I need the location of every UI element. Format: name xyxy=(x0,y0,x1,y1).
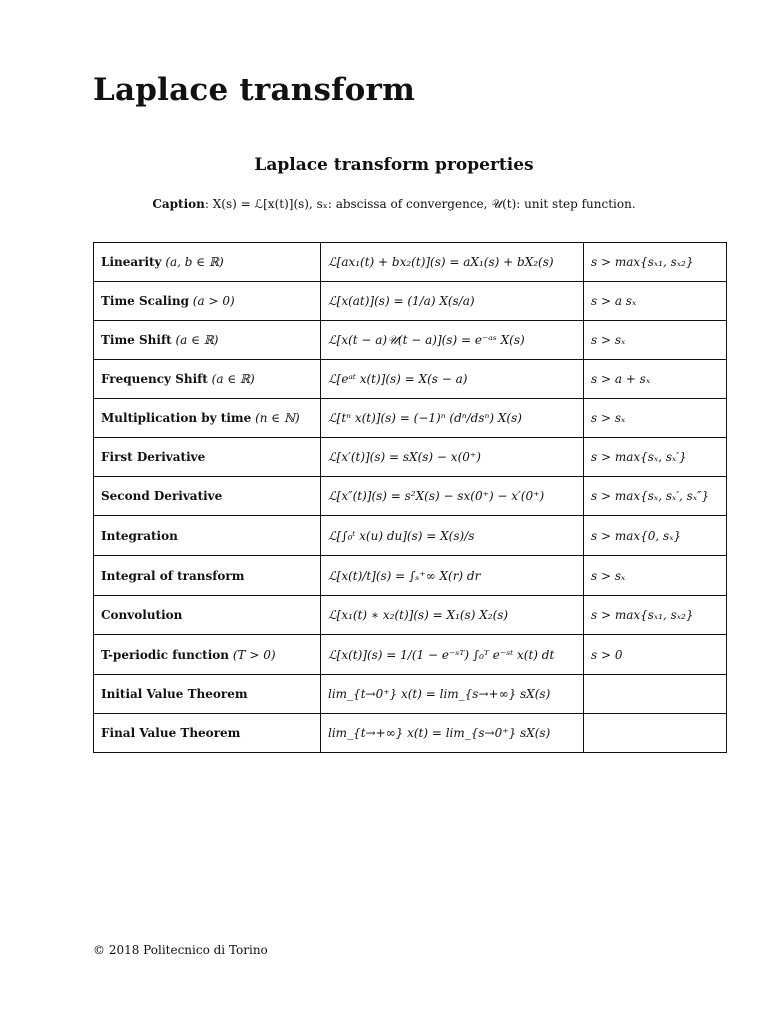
property-name: Time Shift xyxy=(101,333,172,347)
convergence-cell: s > max{0, sₓ} xyxy=(584,516,727,556)
property-cell xyxy=(94,321,321,360)
property-condition: (a ∈ ℝ) xyxy=(171,333,219,347)
property-cell xyxy=(94,438,321,477)
convergence-cell: s > 0 xyxy=(584,635,727,675)
property-name: Convolution xyxy=(101,608,183,622)
table-row xyxy=(94,596,727,635)
property-condition: (a, b ∈ ℝ) xyxy=(161,255,224,269)
property-name: T-periodic function xyxy=(101,647,230,662)
table-row xyxy=(94,516,727,556)
table-row xyxy=(94,321,727,360)
table-row xyxy=(94,556,727,596)
property-condition: (a ∈ ℝ) xyxy=(207,372,255,386)
property-name: First Derivative xyxy=(101,450,206,464)
table-row xyxy=(94,438,727,477)
property-cell xyxy=(94,243,321,282)
formula-cell: ℒ[x(t)/t](s) = ∫ₛ⁺∞ X(r) dr xyxy=(321,556,584,596)
page-title: Laplace transform xyxy=(93,72,416,108)
formula-cell: ℒ[tⁿ x(t)](s) = (−1)ⁿ (dⁿ/dsⁿ) X(s) xyxy=(321,399,584,438)
property-cell xyxy=(94,360,321,399)
section-title: Laplace transform properties xyxy=(254,155,534,175)
formula-cell: ℒ[ax₁(t) + bx₂(t)](s) = aX₁(s) + bX₂(s) xyxy=(321,243,584,282)
property-cell xyxy=(94,516,321,556)
formula-cell: ℒ[x₁(t) ∗ x₂(t)](s) = X₁(s) X₂(s) xyxy=(321,596,584,635)
formula-cell: lim_{t→+∞} x(t) = lim_{s→0⁺} sX(s) xyxy=(321,714,584,753)
table-row xyxy=(94,243,727,282)
table-row xyxy=(94,675,727,714)
table-row xyxy=(94,714,727,753)
properties-table xyxy=(93,242,727,753)
property-cell xyxy=(94,675,321,714)
convergence-cell xyxy=(584,714,727,753)
property-cell xyxy=(94,596,321,635)
convergence-cell: s > sₓ xyxy=(584,321,727,360)
convergence-cell: s > max{sₓ₁, sₓ₂} xyxy=(584,596,727,635)
property-name: Multiplication by time xyxy=(101,411,252,425)
caption-text: : X(s) = ℒ[x(t)](s), sₓ: abscissa of convergence, 𝒰(t): unit step function. xyxy=(204,197,636,211)
caption-label: Caption xyxy=(152,197,205,211)
formula-cell: lim_{t→0⁺} x(t) = lim_{s→+∞} sX(s) xyxy=(321,675,584,714)
property-cell xyxy=(94,714,321,753)
property-cell xyxy=(94,477,321,516)
table-row xyxy=(94,282,727,321)
property-name: Linearity xyxy=(101,255,162,269)
property-name: Time Scaling xyxy=(101,294,189,308)
property-name: Final Value Theorem xyxy=(101,726,241,740)
property-cell xyxy=(94,556,321,596)
formula-cell: ℒ[x′(t)](s) = sX(s) − x(0⁺) xyxy=(321,438,584,477)
convergence-cell: s > a sₓ xyxy=(584,282,727,321)
formula-cell: ℒ[x(t)](s) = 1/(1 − e⁻ˢᵀ) ∫₀ᵀ e⁻ˢᵗ x(t) dt xyxy=(321,635,584,675)
formula-cell: ℒ[x″(t)](s) = s²X(s) − sx(0⁺) − x′(0⁺) xyxy=(321,477,584,516)
convergence-cell: s > a + sₓ xyxy=(584,360,727,399)
caption xyxy=(0,197,768,212)
property-cell xyxy=(94,635,321,675)
convergence-cell xyxy=(584,675,727,714)
table-row xyxy=(94,477,727,516)
formula-cell: ℒ[eᵃᵗ x(t)](s) = X(s − a) xyxy=(321,360,584,399)
property-condition: (T > 0) xyxy=(229,647,276,662)
footer-copyright: © 2018 Politecnico di Torino xyxy=(93,943,268,957)
property-cell xyxy=(94,399,321,438)
property-condition: (a > 0) xyxy=(188,294,235,308)
property-name: Initial Value Theorem xyxy=(101,687,248,701)
convergence-cell: s > max{sₓ, sₓ′} xyxy=(584,438,727,477)
formula-cell: ℒ[x(t − a)𝒰(t − a)](s) = e⁻ᵃˢ X(s) xyxy=(321,321,584,360)
property-name: Second Derivative xyxy=(101,489,223,503)
table-row xyxy=(94,635,727,675)
property-cell xyxy=(94,282,321,321)
convergence-cell: s > sₓ xyxy=(584,399,727,438)
property-name: Frequency Shift xyxy=(101,372,208,386)
property-condition: (n ∈ ℕ) xyxy=(251,411,300,425)
property-name: Integral of transform xyxy=(101,568,245,583)
property-name: Integration xyxy=(101,528,178,543)
formula-cell: ℒ[∫₀ᵗ x(u) du](s) = X(s)/s xyxy=(321,516,584,556)
table-row xyxy=(94,360,727,399)
convergence-cell: s > max{sₓ, sₓ′, sₓ″} xyxy=(584,477,727,516)
convergence-cell: s > sₓ xyxy=(584,556,727,596)
formula-cell: ℒ[x(at)](s) = (1/a) X(s/a) xyxy=(321,282,584,321)
table-row xyxy=(94,399,727,438)
convergence-cell: s > max{sₓ₁, sₓ₂} xyxy=(584,243,727,282)
